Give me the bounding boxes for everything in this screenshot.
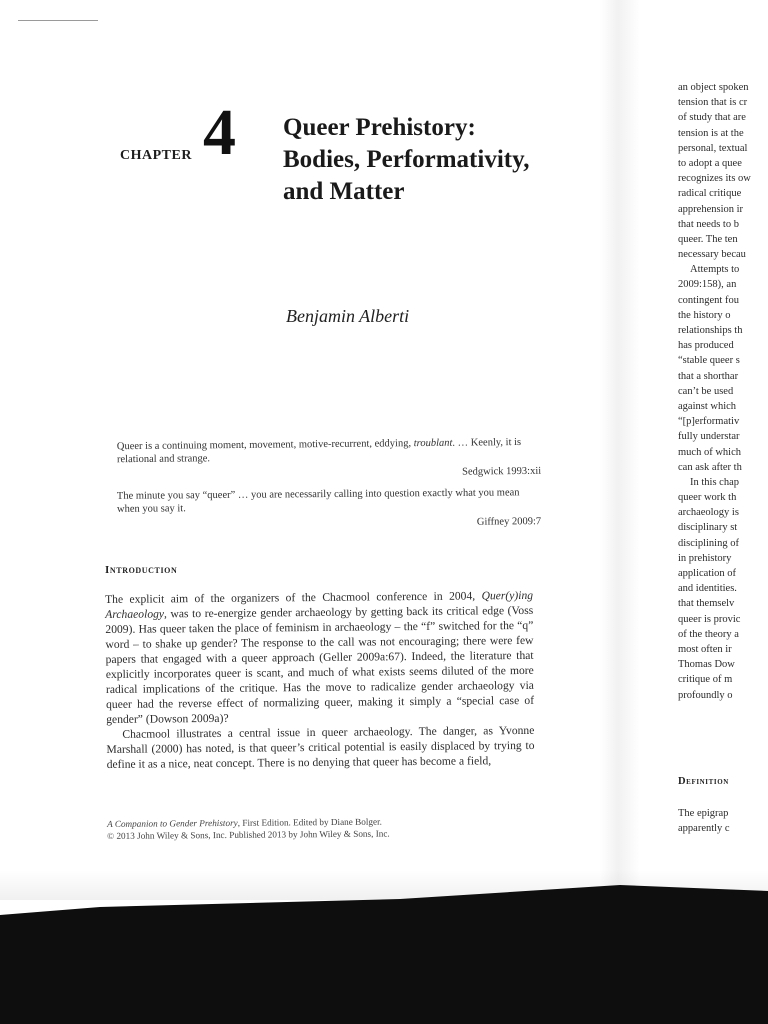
right-page-line: “[p]erformativ bbox=[678, 416, 740, 428]
right-page-line: much of which bbox=[678, 446, 741, 458]
right-page-line: disciplining of bbox=[678, 537, 739, 549]
epigraph-quote: Queer is a continuing moment, movement, motive-recurrent, eddying, troublant. … Keenly, it is relational and strange. bbox=[116, 436, 522, 466]
right-page-line: queer is provic bbox=[678, 613, 741, 625]
right-page-line: against which bbox=[678, 400, 737, 412]
right-page-line: relationships th bbox=[678, 325, 743, 336]
right-page-line: application of bbox=[678, 568, 737, 579]
right-page-line: has produced bbox=[678, 340, 734, 352]
right-page-line: 2009:158), an bbox=[678, 279, 737, 291]
right-page-tail bbox=[678, 806, 730, 836]
right-page-lines bbox=[678, 80, 768, 703]
right-page-line: can ask after th bbox=[678, 461, 742, 473]
right-page-line: The epigrap bbox=[678, 808, 729, 819]
right-page-line: recognizes its ow bbox=[678, 173, 751, 185]
right-page-line: archaeology is bbox=[678, 507, 739, 519]
right-page-line: the history o bbox=[678, 309, 731, 321]
right-page-line: and identities. bbox=[678, 583, 737, 595]
epigraph-citation: Giffney 2009:7 bbox=[476, 516, 542, 528]
right-page-line: to adopt a quee bbox=[678, 157, 742, 169]
right-page-line: In this chap bbox=[690, 476, 739, 488]
right-page-line: apparently c bbox=[678, 823, 730, 835]
chapter-title-line: Queer Prehistory: bbox=[283, 114, 476, 141]
introduction-body bbox=[105, 588, 535, 772]
right-page-line: of study that are bbox=[678, 112, 746, 124]
chapter-number: 4 bbox=[203, 96, 236, 169]
section-heading-introduction: Introduction bbox=[105, 564, 178, 576]
right-page-line: profoundly o bbox=[678, 689, 733, 701]
footer-copyright-line: © 2013 John Wiley & Sons, Inc. Published 2013 by John Wiley & Sons, Inc. bbox=[107, 828, 390, 841]
right-page-line: queer work th bbox=[678, 492, 737, 504]
right-page-line: that themselv bbox=[678, 598, 735, 610]
book-gutter bbox=[600, 0, 640, 900]
right-page-line: Attempts to bbox=[690, 264, 740, 276]
footer-edition-line: A Companion to Gender Prehistory, First Edition. Edited by Diane Bolger. bbox=[107, 816, 382, 829]
chapter-title-line: Bodies, Performativity, bbox=[283, 146, 530, 173]
right-page-line: of the theory a bbox=[678, 628, 739, 640]
right-page-fragment bbox=[678, 80, 768, 840]
right-page-line: queer. The ten bbox=[678, 233, 738, 245]
right-page-line: contingent fou bbox=[678, 294, 739, 306]
epigraph-citation: Sedgwick 1993:xii bbox=[462, 465, 542, 478]
right-page-line: Thomas Dow bbox=[678, 659, 735, 671]
section-heading-definition: Definition bbox=[678, 776, 729, 787]
chapter-title bbox=[283, 112, 583, 208]
body-paragraph: The explicit aim of the organizers of the Chacmool conference in 2004, Quer(y)ing Archaeology, was to re-energize gender archaeology by getting back its critical edge (Voss 2009). Has queer taken the place of feminism in archaeology – the “f” switched for the “q” word – to shake up gender? The response to the call was not encouraging; there were few papers that engaged with a queer approach (Geller 2009a:67). Indeed, the literature that explicitly incorporates queer is scant, and much of what exists seems diluted of the more radical implications of the critique. Has the move to radicalize gender archaeology via queer had the reverse effect of normalizing queer, making it simply a “special case of gender” (Dowson 2009a)? bbox=[105, 588, 535, 726]
author-name: Benjamin Alberti bbox=[286, 306, 410, 326]
copyright-footer bbox=[107, 814, 527, 842]
chapter-label: CHAPTER bbox=[120, 148, 192, 163]
right-page-line: necessary becau bbox=[678, 249, 746, 261]
right-page-line: in prehistory bbox=[678, 552, 732, 564]
right-page-line: tension that is cr bbox=[678, 97, 748, 109]
right-page-line: critique of m bbox=[678, 674, 733, 686]
right-page-line: personal, textual bbox=[678, 142, 748, 154]
right-page-line: “stable queer s bbox=[678, 355, 740, 367]
right-page-line: apprehension ir bbox=[678, 203, 744, 215]
right-page-line: disciplinary st bbox=[678, 522, 738, 534]
right-page-line: fully understar bbox=[678, 431, 740, 443]
right-page-line: tension is at the bbox=[678, 127, 744, 139]
right-page-line: that needs to b bbox=[678, 218, 739, 230]
right-page-line: can’t be used bbox=[678, 385, 734, 397]
epigraph-sedgwick bbox=[117, 436, 541, 482]
right-page-line: most often ir bbox=[678, 643, 732, 655]
right-page-line: an object spoken bbox=[678, 82, 749, 93]
chapter-title-line: and Matter bbox=[283, 178, 405, 205]
right-page-line: radical critique bbox=[678, 188, 742, 200]
epigraph-giffney bbox=[117, 486, 541, 532]
right-page-line: that a shorthar bbox=[678, 370, 739, 382]
body-paragraph: Chacmool illustrates a central issue in queer archaeology. The danger, as Yvonne Marshall (2000) has noted, is that queer’s critical potential is easily displaced by trying to define it as a nice, neat concept. There is no denying that queer has become a field, bbox=[106, 723, 535, 771]
epigraph-quote: The minute you say “queer” … you are necessarily calling into question exactly what you mean when you say it. bbox=[116, 487, 520, 515]
